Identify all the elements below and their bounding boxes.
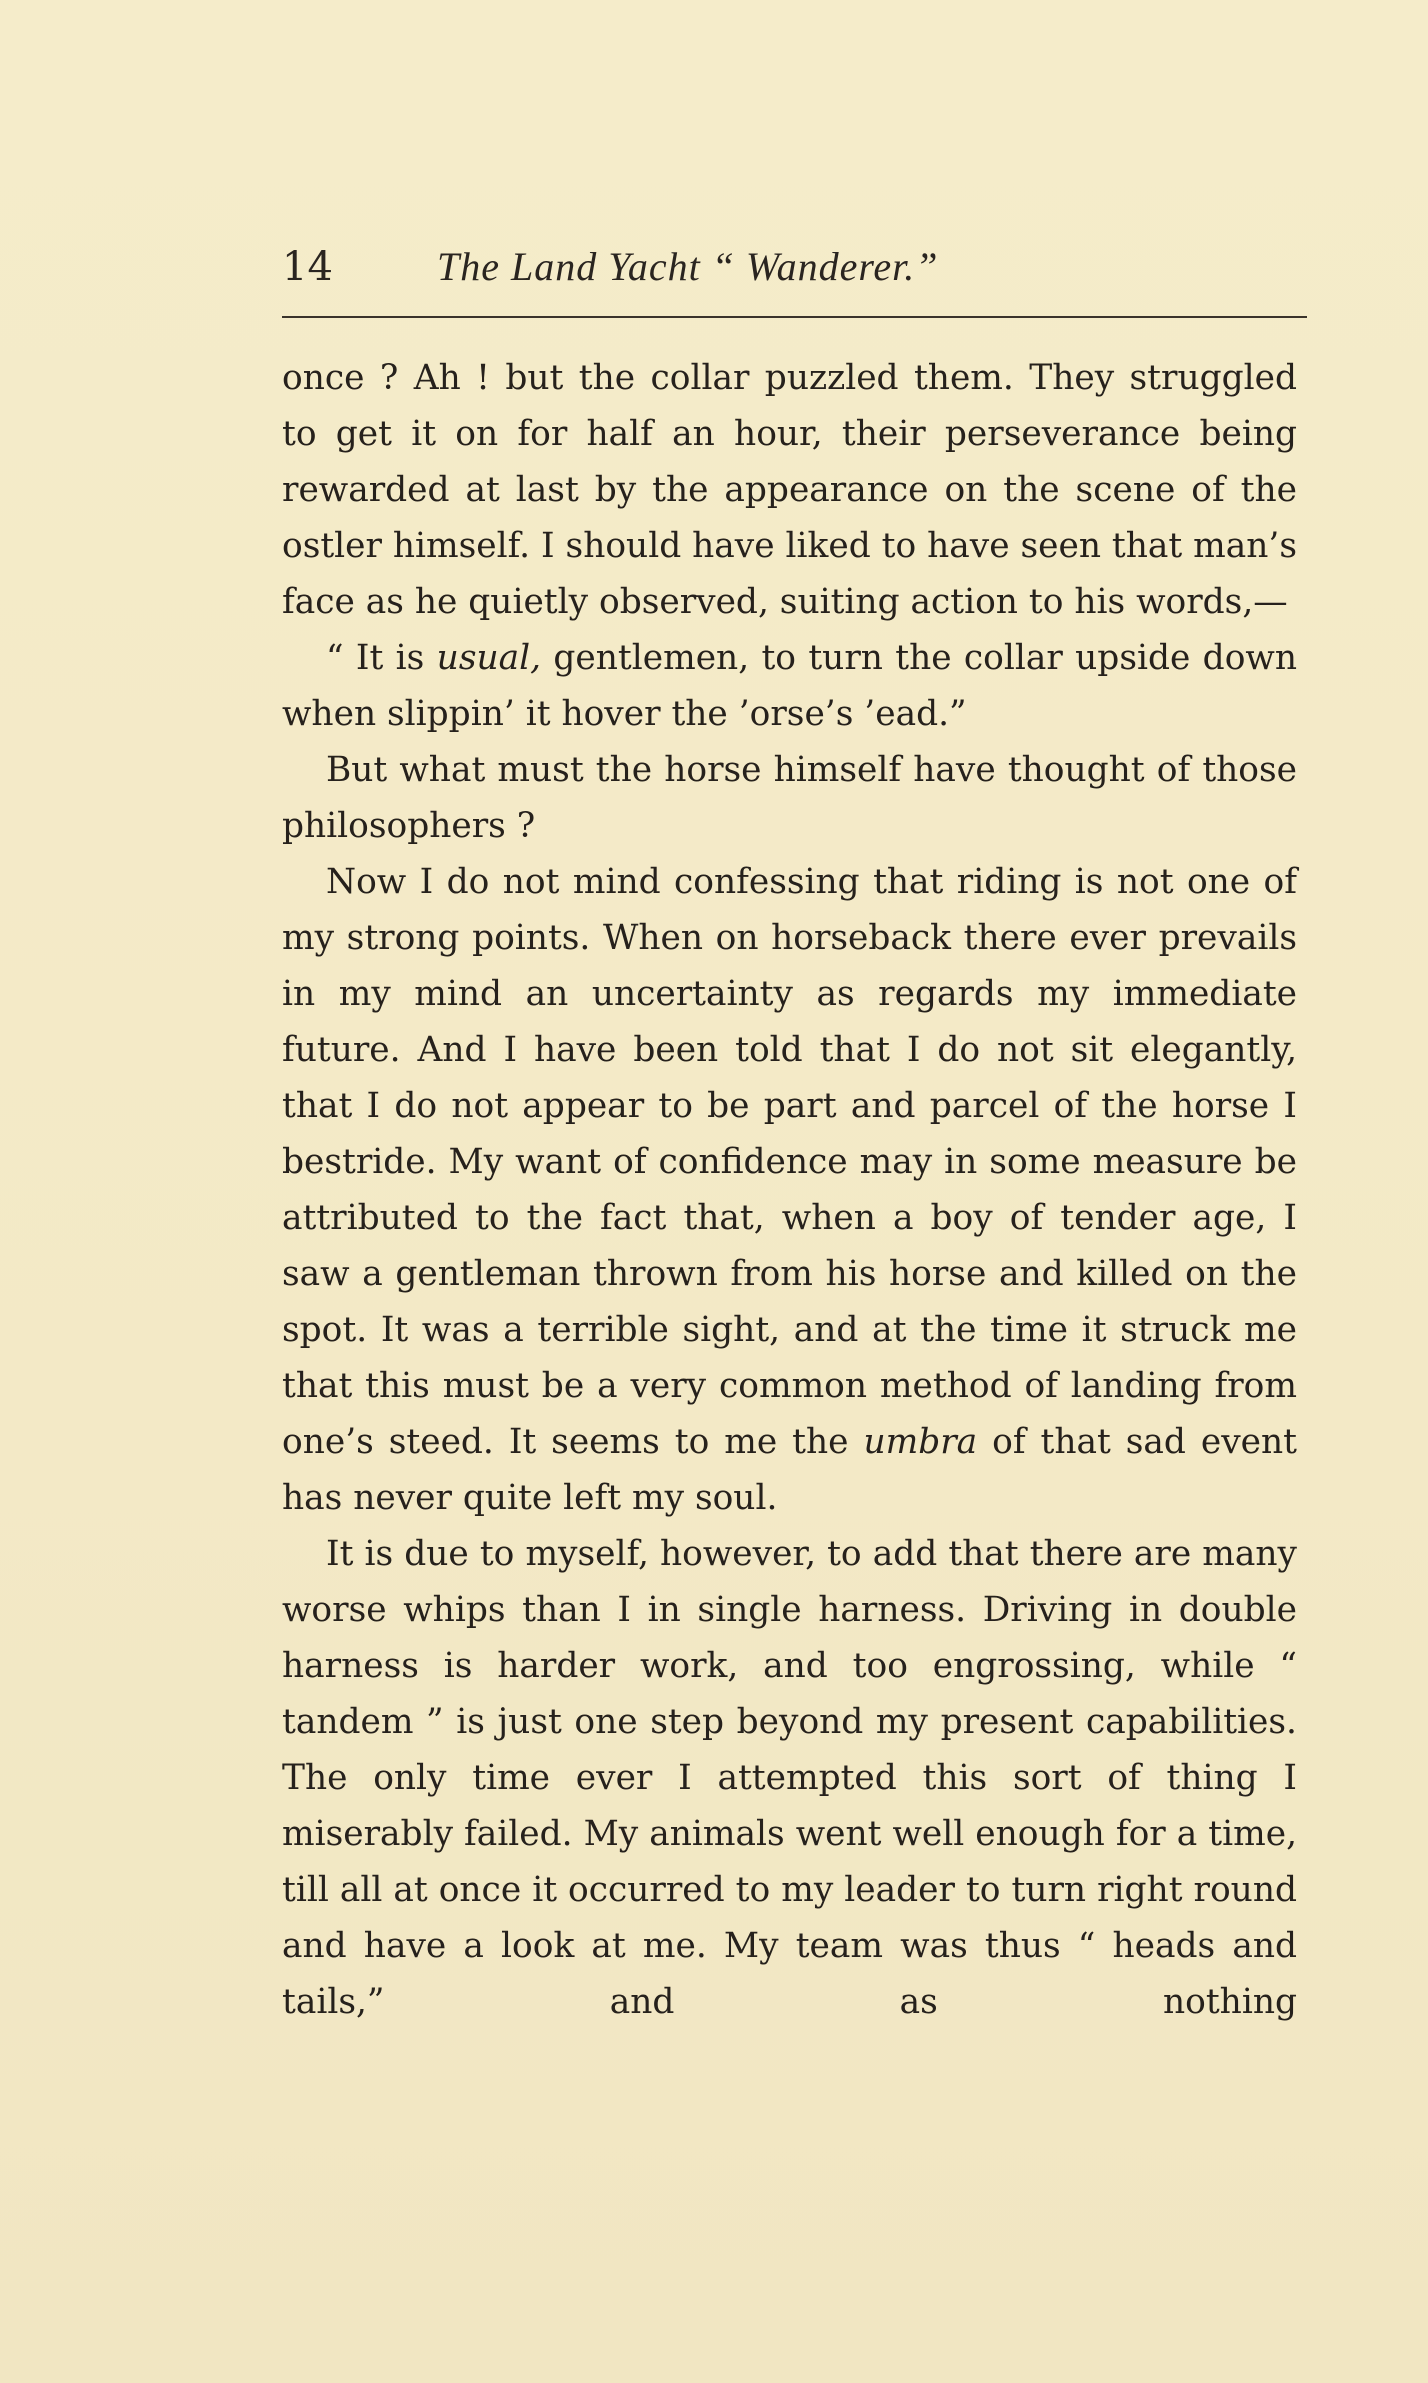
header-rule xyxy=(282,316,1307,318)
paragraph xyxy=(282,1526,1297,2030)
paragraph-text: “ It is xyxy=(326,638,437,678)
paragraph-text: It is due to myself, however, to add that there are many worse whips than I in single harness. Driving in double harness is harder work, and too engrossing, while “ tandem ” is just one step beyond my present capabilities. The only time ever I attempted this sort of thing I miserably failed. My animals went well enough for a time, till all at once it occurred to my leader to turn right round and have a look at me. My team was thus “ heads and tails,” and as nothing xyxy=(282,1534,1297,2022)
italic-word: umbra xyxy=(863,1422,978,1462)
paragraph-text: Now I do not mind confessing that riding is not one of my strong points. When on horseback there ever prevails in my mind an uncertainty as regards my immediate future. And I have been told that I do not sit elegantly, that I do not appear to be part and parcel of the horse I bestride. My want of confidence may in some measure be attributed to the fact that, when a boy of tender age, I saw a gentleman thrown from his horse and killed on the spot. It was a terrible sight, and at the time it struck me that this must be a very common method of landing from one’s steed. It seems to me the xyxy=(282,862,1297,1462)
page-number: 14 xyxy=(282,244,333,290)
paragraph-text: once ? Ah ! but the collar puzzled them. They struggled to get it on for half an hour, their perseverance being rewarded at last by the appearance on the scene of the ostler himself. I should have liked to have seen that man’s face as he quietly observed, suiting action to his words,— xyxy=(282,358,1297,622)
paragraph xyxy=(282,742,1297,854)
paragraph xyxy=(282,630,1297,742)
paragraph-text: But what must the horse himself have thought of those philosophers ? xyxy=(282,750,1297,846)
italic-word: usual, xyxy=(436,638,542,678)
paragraph-text: gentlemen, to turn the collar upside down when slippin’ it hover the ’orse’s ’ead.” xyxy=(282,638,1297,734)
running-header xyxy=(282,236,1307,298)
paragraph xyxy=(282,854,1297,1526)
running-title: The Land Yacht “ Wanderer.” xyxy=(437,244,939,289)
paragraph xyxy=(282,350,1297,630)
paragraph-text: of that sad event has never quite left my soul. xyxy=(282,1422,1297,1518)
body-text xyxy=(282,350,1297,2030)
